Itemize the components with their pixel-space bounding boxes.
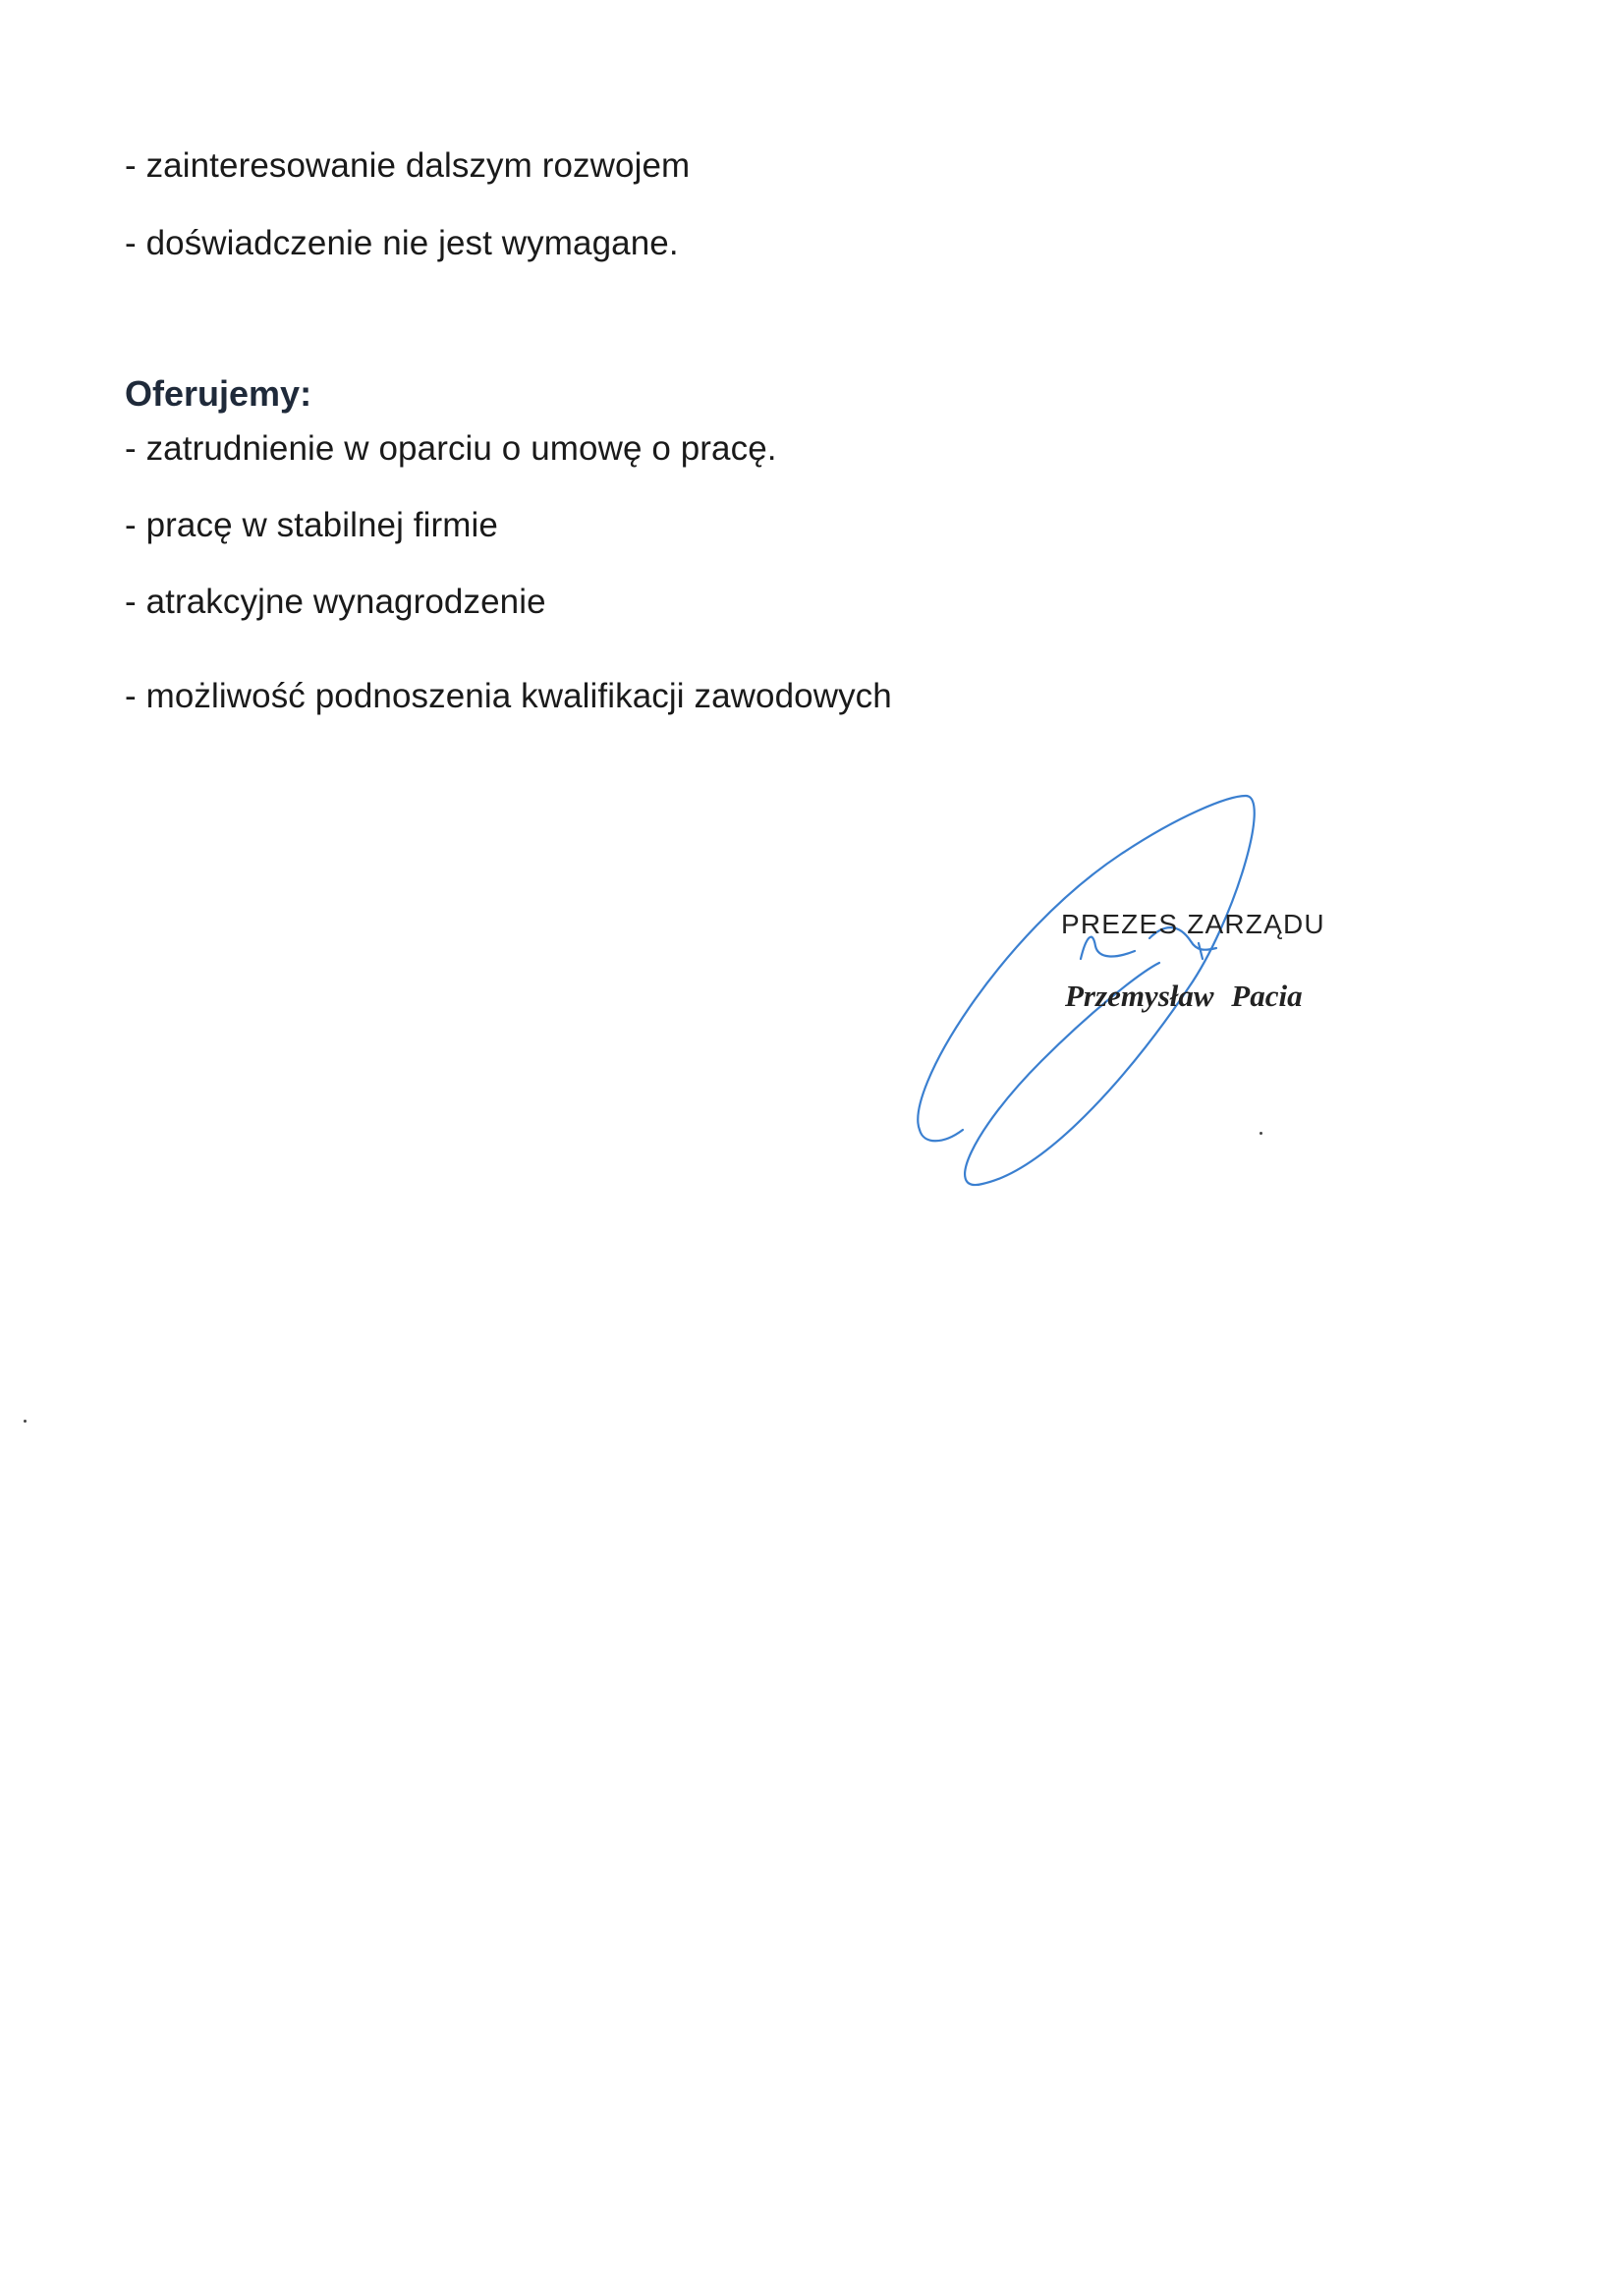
signatory-name: Przemysław Pacia <box>1065 979 1303 1013</box>
offer-heading: Oferujemy: <box>125 373 312 414</box>
offer-item: - atrakcyjne wynagrodzenie <box>125 583 546 621</box>
offer-item: - pracę w stabilnej firmie <box>125 506 498 544</box>
scan-speck <box>1260 1132 1262 1135</box>
requirement-item: - doświadczenie nie jest wymagane. <box>125 224 679 262</box>
offer-item: - możliwość podnoszenia kwalifikacji zawodowych <box>125 677 892 715</box>
signatory-title: PREZES ZARZĄDU <box>1061 909 1325 939</box>
requirement-item: - zainteresowanie dalszym rozwojem <box>125 146 691 185</box>
scan-speck <box>24 1420 27 1423</box>
offer-item: - zatrudnienie w oparciu o umowę o pracę. <box>125 429 777 468</box>
